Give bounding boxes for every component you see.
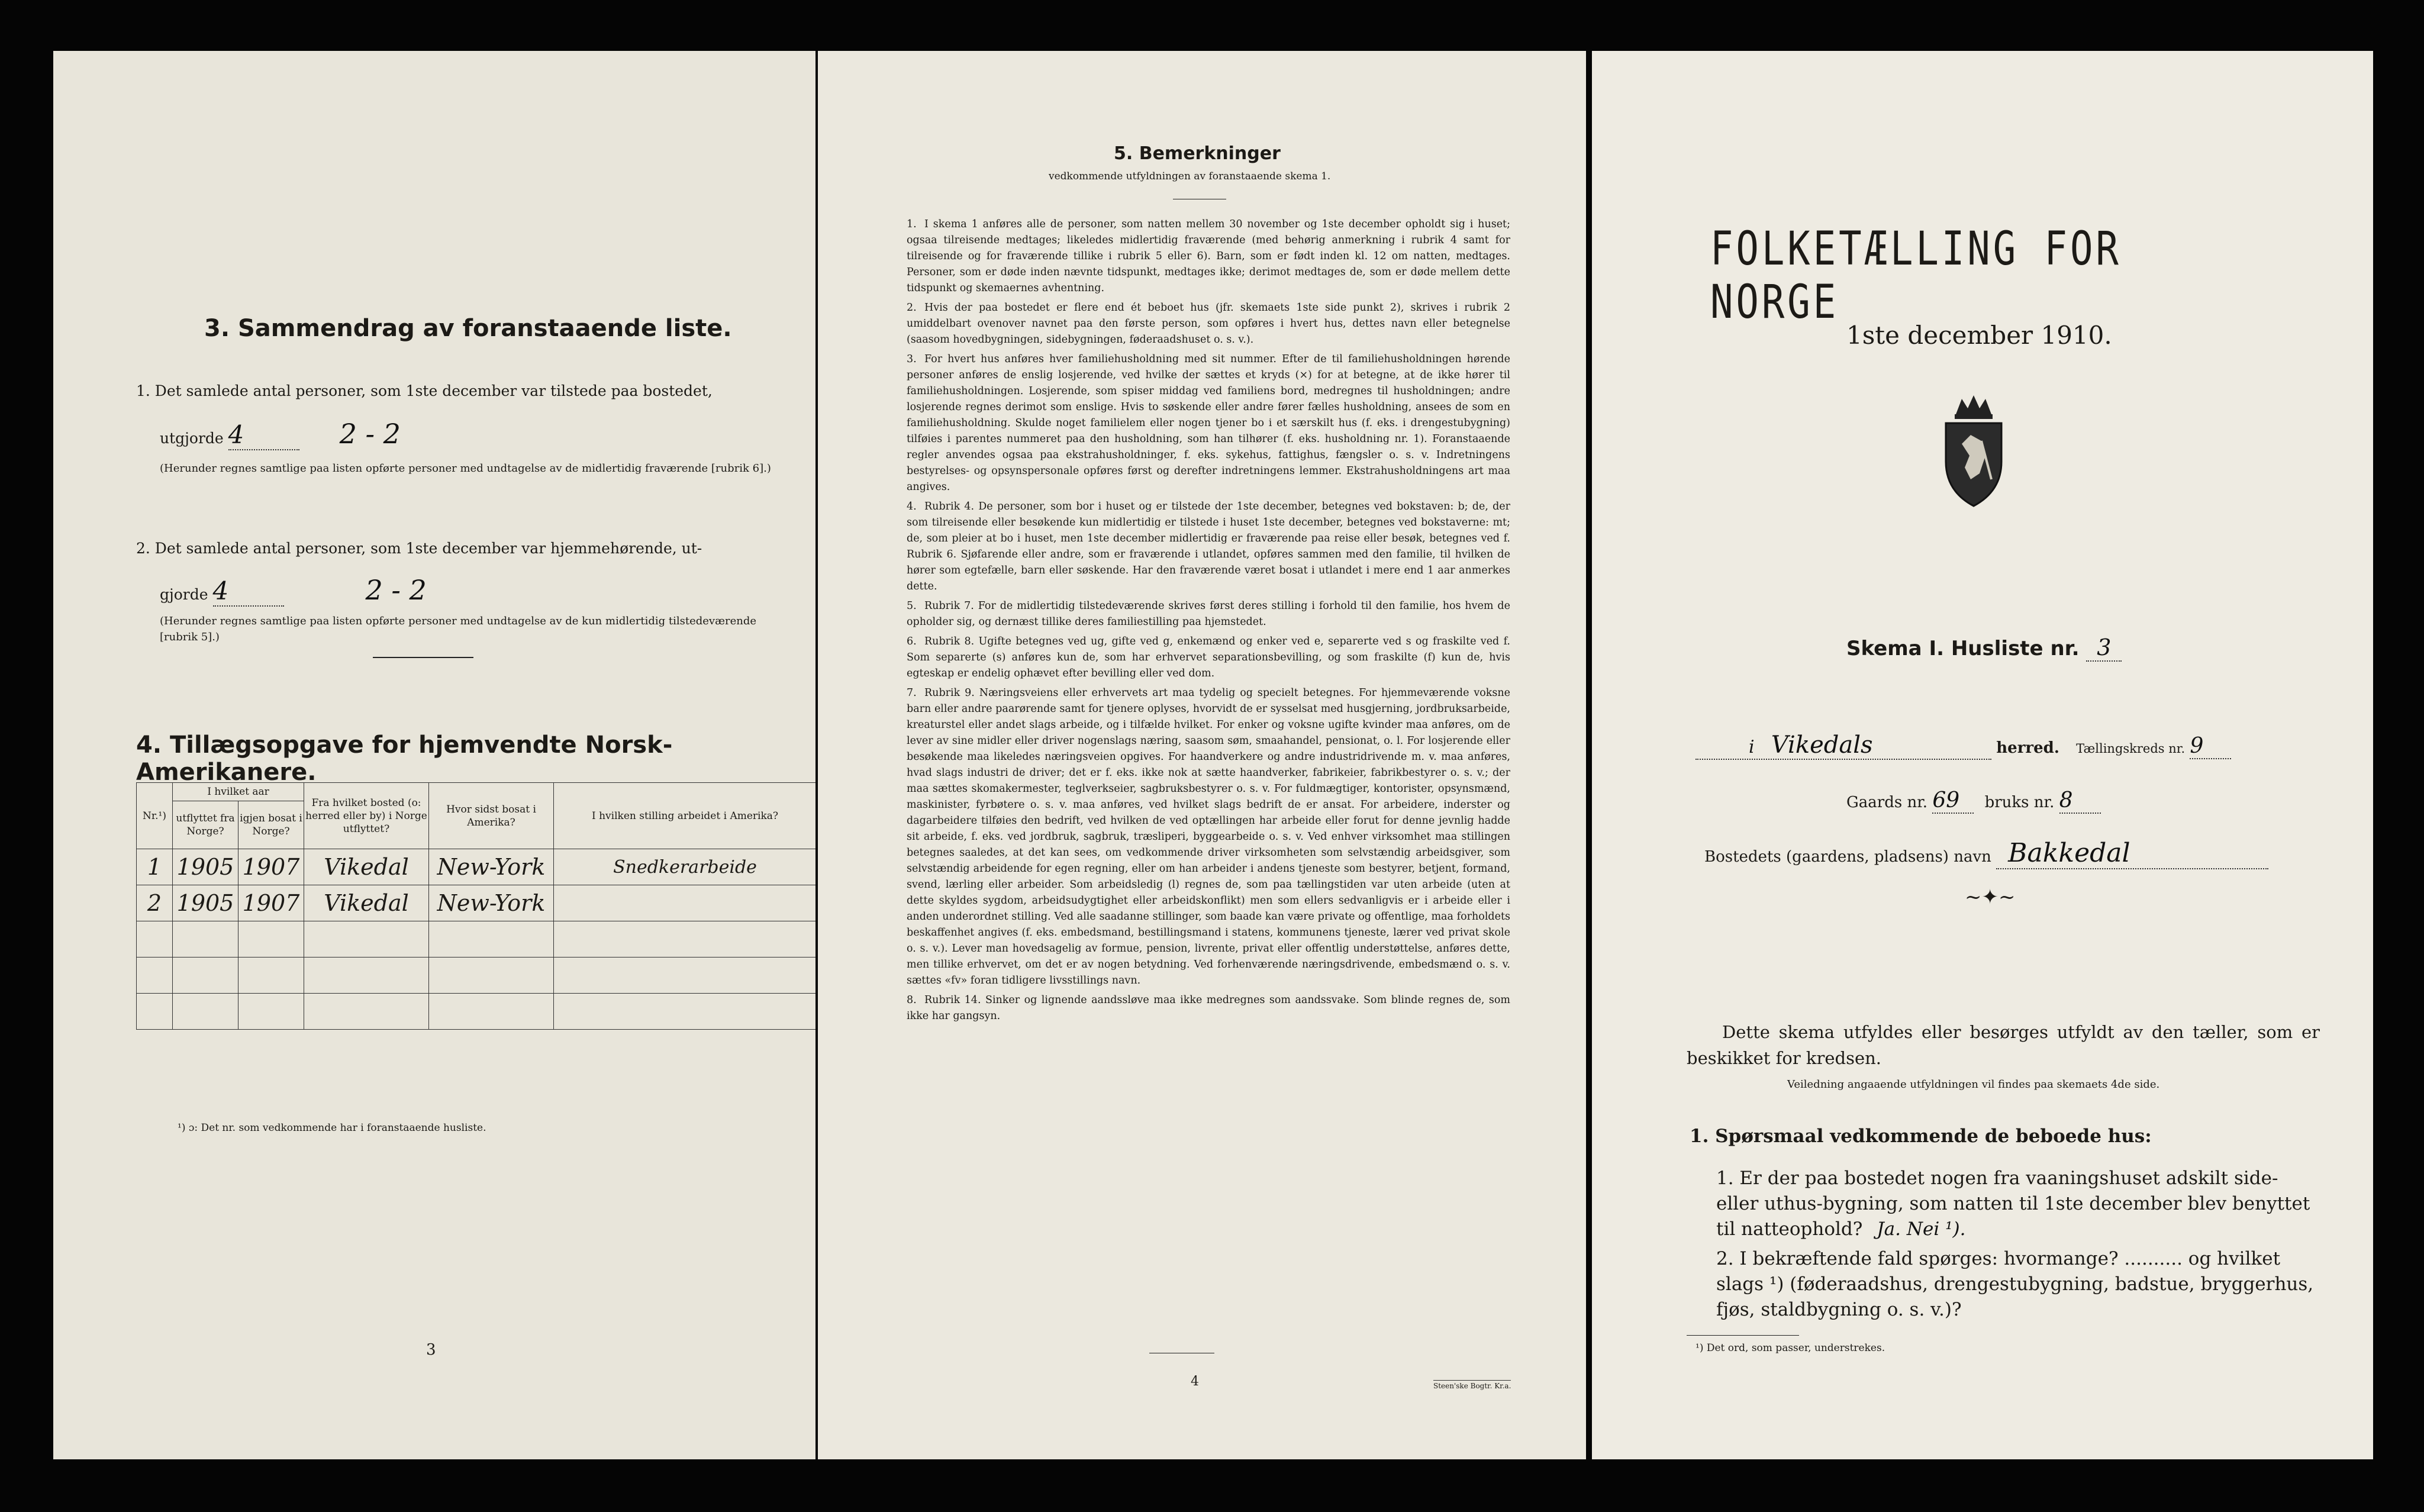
table-footnote: ¹) ɔ: Det nr. som vedkommende har i foranstaaende husliste. (178, 1122, 486, 1134)
gaards-label: Gaards nr. (1846, 794, 1928, 811)
remark-item: 6. Rubrik 8. Ugifte betegnes ved ug, gifte ved g, enkemænd og enker ved e, separerte ved s og fraskilte ved f. Som separerte (s) anføres kun de, som har erhvervet separationsbevilling, og som fraskilte (f) kun de, hvis egteskap er endelig ophævet efter bevilling eller ved dom. (907, 636, 1510, 679)
middle-page (818, 51, 1586, 1459)
question-1: 1. Er der paa bostedet nogen fra vaaningshuset adskilt side- eller uthus-bygning, som natten til 1ste december blev benyttet til natteophold? Ja. Nei ¹). (1716, 1168, 2310, 1240)
herred-prefix: i (1749, 737, 1755, 757)
col-last-residence: Hvor sidst bosat i Amerika? (429, 783, 554, 849)
cell-emigrated: 1905 (173, 849, 238, 885)
remark-item: 8. Rubrik 14. Sinker og lignende aandssløve maa ikke medregnes som aandssvake. Som blinde regnes de, som ikke har gangsyn. (907, 994, 1510, 1022)
item2-note: (Herunder regnes samtlige paa listen opførte personer med undtagelse av de kun midlertidig tilstedeværende [rubrik 5].) (160, 615, 757, 643)
cell-emigrated: 1905 (173, 885, 238, 921)
cell-returned (238, 994, 304, 1030)
divider (1687, 1335, 1799, 1336)
herred-value: Vikedals (1771, 731, 1873, 759)
bruks-value: 8 (2059, 788, 2101, 814)
item1-value: 4 (228, 420, 299, 450)
remark-item: 7. Rubrik 9. Næringsveiens eller erhvervets art maa tydelig og specielt betegnes. For hjemmeværende voksne barn eller andre paarørende samt for tjenere oplyses, hvorvidt de er sysselsat med husgjerning, jordbruksarbeide, kreaturstel eller andet slags arbeide, og i tilfælde hvilket. For enker og voksne ugifte kvinder maa anføres, om de lever av sine midler eller driver nogenslags næring, saasom søm, smaahandel, pensionat, o. l. For losjerende eller besøkende maa likeledes næringsveien opgives. For haandverkere og andre industridrivende m. v. maa anføres, hvad slags industri de driver; det er f. eks. ikke nok at sætte haandverker, fabrikeier, fabrikbestyrer o. s. v.; der maa sættes skomakermester, teglverkseier, sagbruksbestyrer o. s. v. For fuldmægtiger, kontorister, opsynsmænd, maskinister, fyrbøtere o. s. v. maa anføres, ved hvilket slags bedrift de er ansat. For arbeidere, inderster og dagarbeidere tilføies den bedrift, ved hvilken de ved optællingen har arbeide eller forut for denne jevnlig hadde sit arbeide, f. eks. ved jordbruk, sagbruk, træsliperi, byggearbeide o. s. v. Ved enhver virksomhet maa stillingen betegnes saaledes, at det kan sees, om vedkommende driver virksomheten som selvstændig arbeidsgiver, som selvstændig arbeidende for egen regning, eller om han arbeider i andens tjeneste som bestyrer, betjent, formand, svend, lærling eller arbeider. Som arbeidsledig (l) regnes de, som paa tællingstiden var uten arbeide (uten at dette skyldes sygdom, arbeidsudygtighet eller arbeidskonflikt) men som ellers sedvanligvis er i arbeide eller i anden underordnet stilling. Ved alle saadanne stillinger, som baade kan være private og offentlige, maa forholdets beskaffenhet angives (f. eks. embedsmand, bestillingsmand i statens, kommunens tjeneste, lærer ved privat skole o. s. v.). Lever man hovedsagelig av formue, pension, livrente, privat eller offentlig understøttelse, anføres dette, men tillike erhvervet, om det er av nogen betydning. Ved forhenværende næringsdrivende, embedsmænd o. s. v. sættes «fv» foran tidligere livsstillings navn. (907, 687, 1510, 986)
item1-note: (Herunder regnes samtlige paa listen opførte personer med undtagelse av de midlertidig fraværende [rubrik 6].) (160, 462, 771, 475)
col-year-group: I hvilket aar (173, 783, 304, 801)
intro-text: Dette skema utfyldes eller besørges utfyldt av den tæller, som er beskikket for kredsen. (1687, 1022, 2320, 1068)
item2-breakdown: 2 - 2 (365, 574, 427, 606)
cell-occupation: Snedkerarbeide (554, 849, 816, 885)
table-row (137, 885, 816, 921)
cell-from-place (304, 958, 429, 994)
item2-label: gjorde (160, 586, 208, 603)
cell-nr (137, 994, 173, 1030)
cell-last-residence (429, 921, 554, 958)
cell-from-place (304, 921, 429, 958)
divider (373, 657, 473, 658)
item1-text: 1. Det samlede antal personer, som 1ste december var tilstede paa bostedet, (136, 382, 713, 399)
remark-item: 5. Rubrik 7. For de midlertidig tilstedeværende skrives først deres stilling i forhold til den familie, hos hvem de opholder sig, og dernæst tillike deres familiestilling paa hjemstedet. (907, 600, 1510, 628)
remark-item: 4. Rubrik 4. De personer, som bor i huset og er tilstede der 1ste december, betegnes ved bokstaven: b; de, der som tilreisende eller besøkende kun midlertidig er tilstede i huset 1ste december, betegnes ved bokstaverne: mt; de, som pleier at bo i huset, men 1ste december midlertidig er fraværende paa reise eller besøk, betegnes ved f. Rubrik 6. Sjøfarende eller andre, som er fraværende i utlandet, opføres sammen med den familie, til hvilken de hører som egtefælle, barn eller søskende. Har den fraværende været bosat i utlandet i mere end 1 aar anmerkes dette. (907, 501, 1510, 592)
page-number: 3 (426, 1341, 436, 1359)
husliste-nr: 3 (2086, 634, 2122, 662)
form-title: FOLKETÆLLING FOR NORGE (1710, 223, 2122, 329)
guidance-text: Veiledning angaaende utfyldningen vil findes paa skemaets 4de side. (1787, 1078, 2160, 1091)
cell-returned: 1907 (238, 849, 304, 885)
ornament-icon: ~✦~ (1965, 885, 2016, 909)
cell-returned (238, 958, 304, 994)
item1-label: utgjorde (160, 430, 224, 447)
krets-value: 9 (2190, 734, 2231, 759)
cell-from-place (304, 994, 429, 1030)
section4-title: 4. Tillægsopgave for hjemvendte Norsk-Amerikanere. (136, 731, 673, 786)
remarks-title: 5. Bemerkninger (1114, 143, 1281, 164)
table-row (137, 958, 816, 994)
remark-item: 1. I skema 1 anføres alle de personer, som natten mellem 30 november og 1ste december opholdt sig i huset; ogsaa tilreisende medtages; likeledes midlertidig fraværende (med behørig anmerkning i rubrik 4 samt for tilreisende og for fraværende tillike i rubrik 5 eller 6). Barn, som er født inden kl. 12 om natten, medtages. Personer, som er døde inden nævnte tidspunkt, medtages ikke; derimot medtages de, som er døde mellem dette tidspunkt og skemaernes avhentning. (907, 218, 1510, 294)
coat-of-arms-icon (1935, 391, 2012, 509)
cell-emigrated (173, 994, 238, 1030)
item2-value: 4 (213, 576, 284, 607)
cell-occupation (554, 921, 816, 958)
col-returned: igjen bosat i Norge? (238, 801, 304, 849)
cell-nr: 2 (137, 885, 173, 921)
cell-nr (137, 958, 173, 994)
cell-returned (238, 921, 304, 958)
gaards-value: 69 (1932, 788, 1974, 814)
census-date: 1ste december 1910. (1846, 321, 2112, 350)
remark-item: 2. Hvis der paa bostedet er flere end ét beboet hus (jfr. skemaets 1ste side punkt 2), skrives i rubrik 2 umiddelbart ovenover navnet paa den første person, som opføres i hvert hus, dettes navn eller betegnelse (saasom hovedbygningen, sidebygningen, føderaadshuset o. s. v.). (907, 302, 1510, 346)
cell-nr (137, 921, 173, 958)
bosted-value: Bakkedal (1996, 838, 2268, 869)
right-page (1592, 51, 2373, 1459)
norsk-amerikanere-table (136, 782, 815, 1030)
krets-label: Tællingskreds nr. (2076, 742, 2186, 756)
remarks-subtitle: vedkommende utfyldningen av foranstaaende skema 1. (1049, 170, 1331, 182)
col-occupation: I hvilken stilling arbeidet i Amerika? (554, 783, 816, 849)
bosted-label: Bostedets (gaardens, pladsens) navn (1704, 848, 1991, 866)
section3-title: 3. Sammendrag av foranstaaende liste. (204, 315, 732, 342)
cell-last-residence: New-York (429, 885, 554, 921)
questions-heading: 1. Spørsmaal vedkommende de beboede hus: (1690, 1126, 2152, 1147)
cell-occupation (554, 885, 816, 921)
footnote: ¹) Det ord, som passer, understrekes. (1695, 1342, 1885, 1354)
cell-emigrated (173, 921, 238, 958)
cell-from-place: Vikedal (304, 849, 429, 885)
cell-occupation (554, 994, 816, 1030)
question-2: 2. I bekræftende fald spørges: hvormange? .......... og hvilket slags ¹) (føderaadshus, drengestubygning, badstue, bryggerhus, fjøs, staldbygning o. s. v.)? (1716, 1248, 2314, 1320)
col-nr: Nr.¹) (137, 783, 173, 849)
printer-mark: Steen'ske Bogtr. Kr.a. (1433, 1380, 1511, 1390)
cell-last-residence (429, 994, 554, 1030)
item2-text: 2. Det samlede antal personer, som 1ste december var hjemmehørende, ut- (136, 540, 702, 557)
cell-last-residence: New-York (429, 849, 554, 885)
table-row (137, 994, 816, 1030)
herred-label: herred. (1996, 739, 2059, 757)
cell-emigrated (173, 958, 238, 994)
item1-breakdown: 2 - 2 (339, 418, 401, 450)
remark-item: 3. For hvert hus anføres hver familiehusholdning med sit nummer. Efter de til familiehusholdningen hørende personer anføres de enslig losjerende, ved hvilke der sættes et kryds (×) for at betegne, at de ikke hører til familiehusholdningen. Losjerende, som spiser middag ved familiens bord, medregnes til husholdningen; andre losjerende regnes derimot som enslige. Hvis to søskende eller andre fører fælles husholdning, ansees de som en familiehusholdning. Skulde noget familielem eller nogen tjener bo i et særskilt hus (f. eks. i drengestubygning) tilføies i parentes nummeret paa den husholdning, som han tilhører (f. eks. husholdning nr. 1). Foranstaaende regler anvendes ogsaa paa ekstrahusholdninger, f. eks. sykehus, fattighus, fængsler o. s. v. Indretningens bestyrelses- og opsynspersonale opføres først og derefter indretningens lemmer. Ekstrahusholdningens art maa angives. (907, 353, 1510, 493)
col-emigrated: utflyttet fra Norge? (173, 801, 238, 849)
cell-returned: 1907 (238, 885, 304, 921)
cell-from-place: Vikedal (304, 885, 429, 921)
bruks-label: bruks nr. (1984, 794, 2055, 811)
cell-occupation (554, 958, 816, 994)
table-row (137, 849, 816, 885)
col-from-place: Fra hvilket bosted (o: herred eller by) i Norge utflyttet? (304, 783, 429, 849)
cell-last-residence (429, 958, 554, 994)
cell-nr: 1 (137, 849, 173, 885)
schema-label: Skema I. Husliste nr. (1846, 637, 2080, 660)
page-number: 4 (1191, 1374, 1199, 1389)
q1-answer: Ja. Nei ¹). (1877, 1218, 1966, 1240)
remarks-list (907, 217, 1510, 1024)
table-row (137, 921, 816, 958)
left-page (53, 51, 815, 1459)
